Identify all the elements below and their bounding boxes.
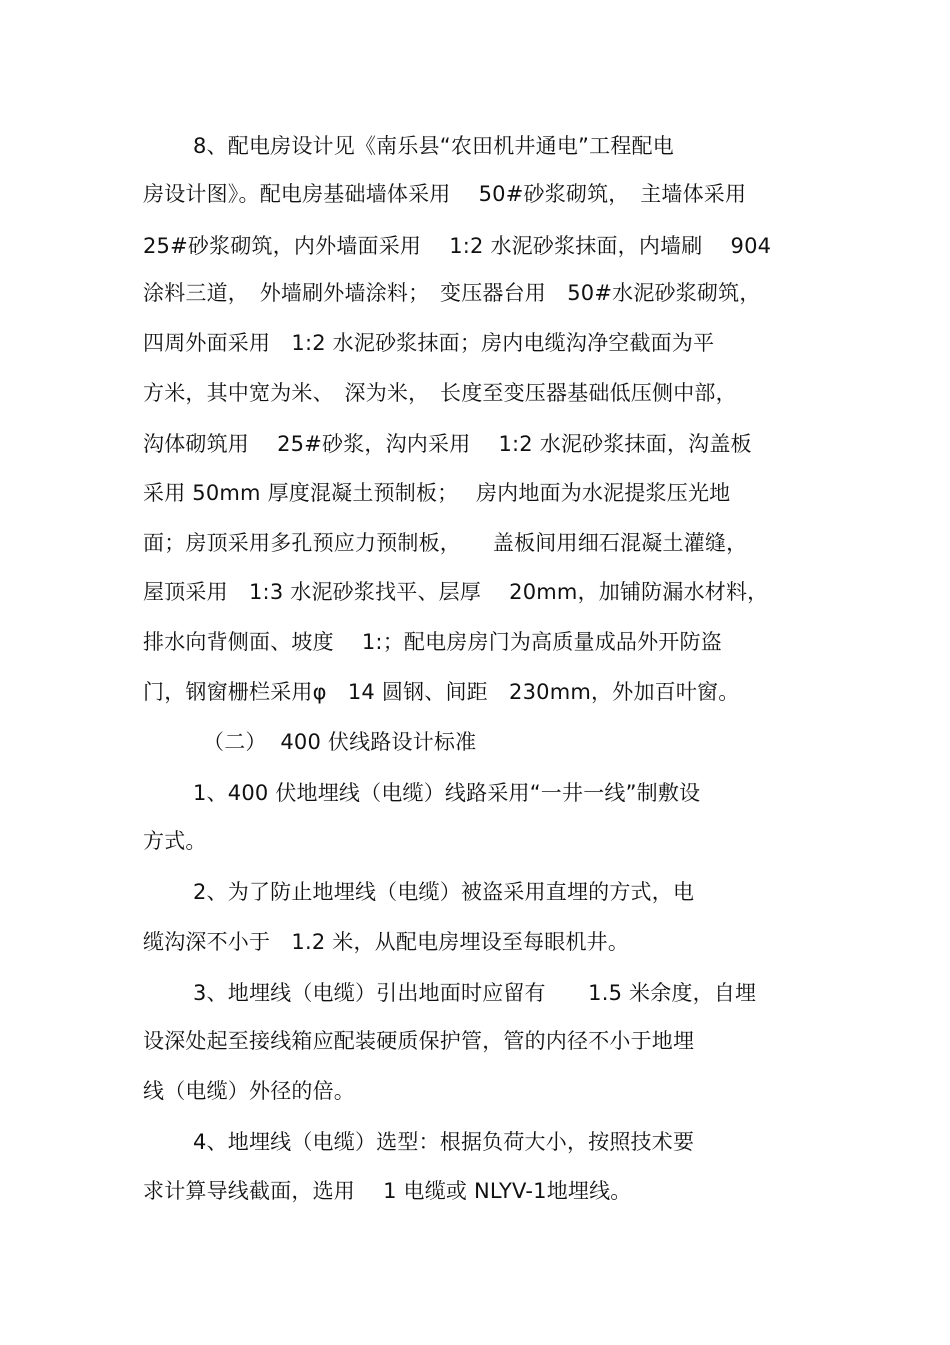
paragraph-8-line-8: 采用 50mm 厚度混凝土预制板； 房内地面为水泥提浆压光地: [143, 481, 731, 505]
item-3-line-2: 设深处起至接线箱应配装硬质保护管，管的内径不小于地埋: [143, 1029, 695, 1053]
item-3-line-1: 3、地埋线（电缆）引出地面时应留有 1.5 米余度，自埋: [193, 981, 757, 1005]
item-4-line-1: 4、地埋线（电缆）选型：根据负荷大小，按照技术要: [193, 1130, 695, 1154]
paragraph-8-line-4: 涂料三道， 外墙刷外墙涂料； 变压器台用 50#水泥砂浆砌筑，: [143, 281, 761, 305]
section-heading: （二） 400 伏线路设计标准: [203, 730, 477, 754]
paragraph-8-line-5: 四周外面采用 1:2 水泥砂浆抹面；房内电缆沟净空截面为平: [143, 331, 715, 355]
paragraph-8-line-6: 方米，其中宽为米、 深为米， 长度至变压器基础低压侧中部，: [143, 381, 737, 405]
item-1-line-2: 方式。: [143, 829, 207, 853]
item-2-line-1: 2、为了防止地埋线（电缆）被盗采用直埋的方式，电: [193, 880, 695, 904]
item-3-line-3: 线（电缆）外径的倍。: [143, 1079, 355, 1103]
item-1-line-1: 1、400 伏地埋线（电缆）线路采用“一井一线”制敷设: [193, 781, 701, 805]
paragraph-8-line-7: 沟体砌筑用 25#砂浆，沟内采用 1:2 水泥砂浆抹面，沟盖板: [143, 432, 752, 456]
paragraph-8-line-9: 面；房顶采用多孔预应力预制板， 盖板间用细石混凝土灌缝，: [143, 531, 748, 555]
item-4-line-2: 求计算导线截面，选用 1 电缆或 NLYV-1地埋线。: [143, 1179, 632, 1203]
paragraph-8-line-3: 25#砂浆砌筑，内外墙面采用 1:2 水泥砂浆抹面，内墙刷 904: [143, 234, 772, 258]
paragraph-8-line-11: 排水向背侧面、坡度 1:；配电房房门为高质量成品外开防盗: [143, 630, 722, 654]
paragraph-8-line-12: 门，钢窗栅栏采用φ 14 圆钢、间距 230mm，外加百叶窗。: [143, 680, 740, 704]
paragraph-8-line-1: 8、配电房设计见《南乐县“农田机井通电”工程配电: [193, 134, 674, 158]
paragraph-8-line-2: 房设计图》。配电房基础墙体采用 50#砂浆砌筑， 主墙体采用: [143, 182, 747, 206]
item-2-line-2: 缆沟深不小于 1.2 米，从配电房埋设至每眼机井。: [143, 930, 630, 954]
paragraph-8-line-10: 屋顶采用 1:3 水泥砂浆找平、层厚 20mm，加铺防漏水材料，: [143, 580, 769, 604]
